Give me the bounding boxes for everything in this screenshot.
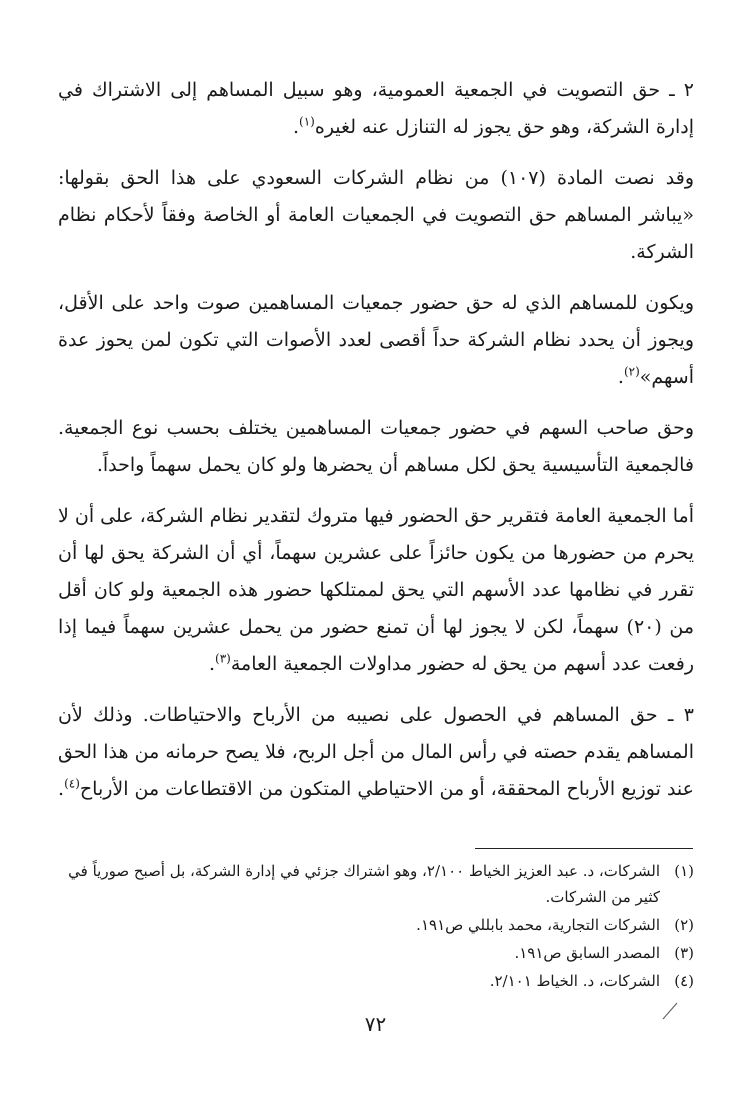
paragraph-text: ٢ ـ حق التصويت في الجمعية العمومية، وهو سبيل المساهم إلى الاشتراك في إدارة الشركة، وهو حق يجوز له التنازل عنه لغيره bbox=[58, 79, 694, 138]
paragraph-text: ٣ ـ حق المساهم في الحصول على نصيبه من الأرباح والاحتياطات. وذلك لأن المساهم يقدم حصته في رأس المال من أجل الربح، فلا يصح حرمانه من هذا الحق عند توزيع الأرباح المحققة، أو من الاحتياطي المتكون من الاقتطاعات من الأرباح bbox=[58, 704, 694, 800]
footnote-item bbox=[58, 858, 694, 910]
page-number: ٧٢ bbox=[364, 1012, 387, 1036]
footnote-item bbox=[58, 940, 694, 966]
paragraph-attendance-right bbox=[58, 410, 694, 484]
footnote-text: الشركات، د. الخياط ٢/١٠١. bbox=[489, 972, 660, 990]
footnote-reference: (١) bbox=[299, 114, 315, 129]
footnote-separator bbox=[475, 848, 693, 849]
paragraph-voting-right bbox=[58, 72, 694, 146]
footnote-item bbox=[58, 968, 694, 994]
footnote-text: الشركات التجارية، محمد بابللي ص١٩١. bbox=[416, 916, 660, 934]
footnote-number: (١) bbox=[674, 862, 694, 880]
paragraph-end: . bbox=[617, 366, 624, 388]
paragraph-text: وقد نصت المادة (١٠٧) من نظام الشركات السعودي على هذا الحق بقولها: «يباشر المساهم حق التصويت في الجمعيات العامة أو الخاصة وفقاً لأحكام نظام الشركة. bbox=[58, 167, 694, 263]
paragraph-one-vote bbox=[58, 285, 694, 396]
footnote-text: الشركات، د. عبد العزيز الخياط ٢/١٠٠، وهو اشتراك جزئي في إدارة الشركة، بل أصبح صورياً في كثير من الشركات. bbox=[68, 862, 660, 906]
paragraph-text: وحق صاحب السهم في حضور جمعيات المساهمين يختلف بحسب نوع الجمعية. فالجمعية التأسيسية يحق لكل مساهم أن يحضرها ولو كان يحمل سهماً واحداً. bbox=[58, 417, 694, 476]
footnote-number: (٢) bbox=[674, 916, 694, 934]
paragraph-end: . bbox=[58, 778, 65, 800]
paragraph-profit-right bbox=[58, 697, 694, 808]
footnote-number: (٤) bbox=[674, 972, 694, 990]
footnote-item bbox=[58, 912, 694, 938]
paragraph-end: . bbox=[208, 653, 216, 675]
footnote-reference: (٣) bbox=[215, 651, 231, 666]
paragraph-end: . bbox=[292, 116, 300, 138]
footnotes bbox=[58, 858, 694, 996]
footnote-text: المصدر السابق ص١٩١. bbox=[514, 944, 660, 962]
paragraph-text: أما الجمعية العامة فتقرير حق الحضور فيها متروك لتقدير نظام الشركة، على أن لا يحرم من حضورها من يكون حائزاً على عشرين سهماً، أي أن الشركة يحق لها أن تقرر في نظامها عدد الأسهم التي يحق لممتلكها حضور هذه الجمعية ولو كان أقل من (٢٠) سهماً، لكن لا يجوز لها أن تمنع حضور من يحمل عشرين سهماً فيما إذا رفعت عدد أسهم من يحق له حضور مداولات الجمعية العامة bbox=[58, 505, 695, 675]
paragraph-general-assembly bbox=[58, 498, 694, 683]
body-text bbox=[58, 72, 694, 822]
paragraph-article-107 bbox=[58, 160, 694, 271]
footnote-number: (٣) bbox=[674, 944, 694, 962]
paragraph-text: ويكون للمساهم الذي له حق حضور جمعيات المساهمين صوت واحد على الأقل، ويجوز أن يحدد نظام الشركة حداً أقصى لعدد الأصوات التي تكون لمن يحوز عدة أسهم» bbox=[58, 292, 694, 388]
footnote-reference: (٤) bbox=[64, 776, 80, 791]
footnote-reference: (٢) bbox=[623, 364, 640, 379]
